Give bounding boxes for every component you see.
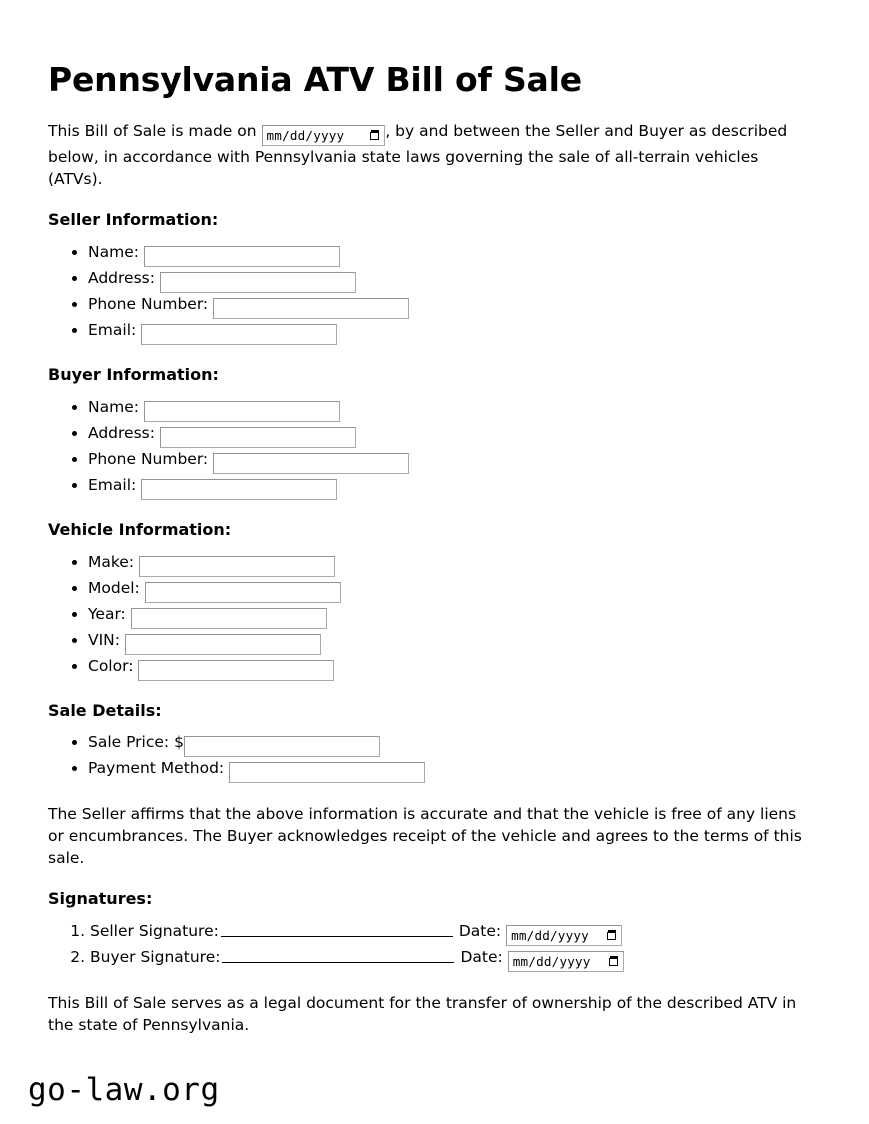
buyer-date-placeholder: mm/dd/yyyy: [512, 954, 591, 970]
buyer-phone-input[interactable]: [213, 453, 409, 474]
sale-price-input[interactable]: [184, 736, 380, 757]
signature-list: [48, 920, 821, 972]
buyer-date-input[interactable]: [508, 951, 624, 972]
calendar-icon[interactable]: [609, 956, 620, 967]
list-item: [88, 757, 821, 783]
intro-text-after-date: , by and between the Seller and Buyer as described below, in accordance with Pennsylvania state laws governing the sale of all-terrain vehicles (ATVs).: [48, 122, 788, 189]
buyer-field-list: [48, 396, 821, 500]
calendar-icon-body: [370, 132, 379, 140]
seller-date-placeholder: mm/dd/yyyy: [511, 928, 589, 944]
buyer-date-label: Date:: [460, 948, 503, 967]
buyer-email-input[interactable]: [141, 479, 337, 500]
seller-email-input[interactable]: [141, 324, 337, 345]
buyer-phone-label: Phone Number:: [88, 449, 209, 468]
buyer-name-input[interactable]: [144, 401, 340, 422]
calendar-icon-body: [607, 932, 616, 940]
vehicle-field-list: [48, 551, 821, 681]
vehicle-make-label: Make:: [88, 552, 135, 571]
seller-field-list: [48, 241, 821, 345]
list-item: [88, 267, 821, 293]
list-item: [88, 319, 821, 345]
list-item: [90, 920, 821, 946]
sale-section-heading: Sale Details:: [48, 700, 162, 720]
affirmation-paragraph: The Seller affirms that the above information is accurate and that the vehicle is free of any liens or encumbrances. The Buyer acknowledges receipt of the vehicle and agrees to the terms of this sale.: [48, 805, 802, 868]
vehicle-model-label: Model:: [88, 578, 140, 597]
vehicle-year-input[interactable]: [131, 608, 327, 629]
list-item: [88, 448, 821, 474]
seller-address-label: Address:: [88, 269, 155, 288]
list-item: [88, 474, 821, 500]
buyer-address-label: Address:: [88, 423, 155, 442]
list-item: [88, 629, 821, 655]
list-item: [88, 396, 821, 422]
intro-text-before-date: This Bill of Sale is made on: [48, 122, 262, 141]
vehicle-color-label: Color:: [88, 656, 134, 675]
seller-signature-line[interactable]: [221, 936, 453, 937]
seller-name-input[interactable]: [144, 246, 340, 267]
buyer-signature-line[interactable]: [222, 962, 454, 963]
calendar-icon[interactable]: [607, 930, 618, 941]
site-watermark: go-law.org: [28, 1072, 220, 1108]
vehicle-year-label: Year:: [88, 604, 126, 623]
seller-signature-label: Seller Signature:: [90, 922, 219, 941]
seller-date-label: Date:: [458, 922, 502, 941]
list-item: [88, 731, 821, 757]
calendar-icon[interactable]: [370, 130, 381, 141]
vehicle-vin-label: VIN:: [88, 630, 120, 649]
sale-field-list: [48, 731, 821, 783]
vehicle-section-heading: Vehicle Information:: [48, 519, 232, 539]
vehicle-make-input[interactable]: [139, 556, 335, 577]
list-item: [88, 422, 821, 448]
list-item: [88, 293, 821, 319]
buyer-email-label: Email:: [88, 475, 137, 494]
list-item: [90, 946, 821, 972]
payment-method-input[interactable]: [229, 762, 425, 783]
buyer-address-input[interactable]: [160, 427, 356, 448]
buyer-signature-label: Buyer Signature:: [90, 948, 221, 967]
vehicle-color-input[interactable]: [138, 660, 334, 681]
list-item: [88, 551, 821, 577]
list-item: [88, 655, 821, 681]
vehicle-model-input[interactable]: [145, 582, 341, 603]
intro-paragraph: [48, 120, 810, 190]
page-title: Pennsylvania ATV Bill of Sale: [48, 60, 582, 99]
calendar-icon-body: [609, 958, 618, 966]
payment-method-label: Payment Method:: [88, 759, 225, 778]
sale-price-label: Sale Price: $: [88, 733, 184, 752]
buyer-name-label: Name:: [88, 397, 139, 416]
seller-phone-input[interactable]: [213, 298, 409, 319]
list-item: [88, 603, 821, 629]
closing-paragraph: This Bill of Sale serves as a legal document for the transfer of ownership of the described ATV in the state of Pennsylvania.: [48, 994, 797, 1035]
seller-section-heading: Seller Information:: [48, 210, 219, 230]
agreement-date-input[interactable]: [262, 125, 386, 146]
seller-address-input[interactable]: [160, 272, 356, 293]
vehicle-vin-input[interactable]: [125, 634, 321, 655]
seller-name-label: Name:: [88, 243, 139, 262]
seller-phone-label: Phone Number:: [88, 295, 209, 314]
list-item: [88, 241, 821, 267]
list-item: [88, 577, 821, 603]
agreement-date-placeholder: mm/dd/yyyy: [266, 128, 345, 144]
buyer-section-heading: Buyer Information:: [48, 365, 219, 385]
signatures-section-heading: Signatures:: [48, 889, 153, 909]
seller-date-input[interactable]: [506, 925, 622, 946]
seller-email-label: Email:: [88, 321, 137, 340]
